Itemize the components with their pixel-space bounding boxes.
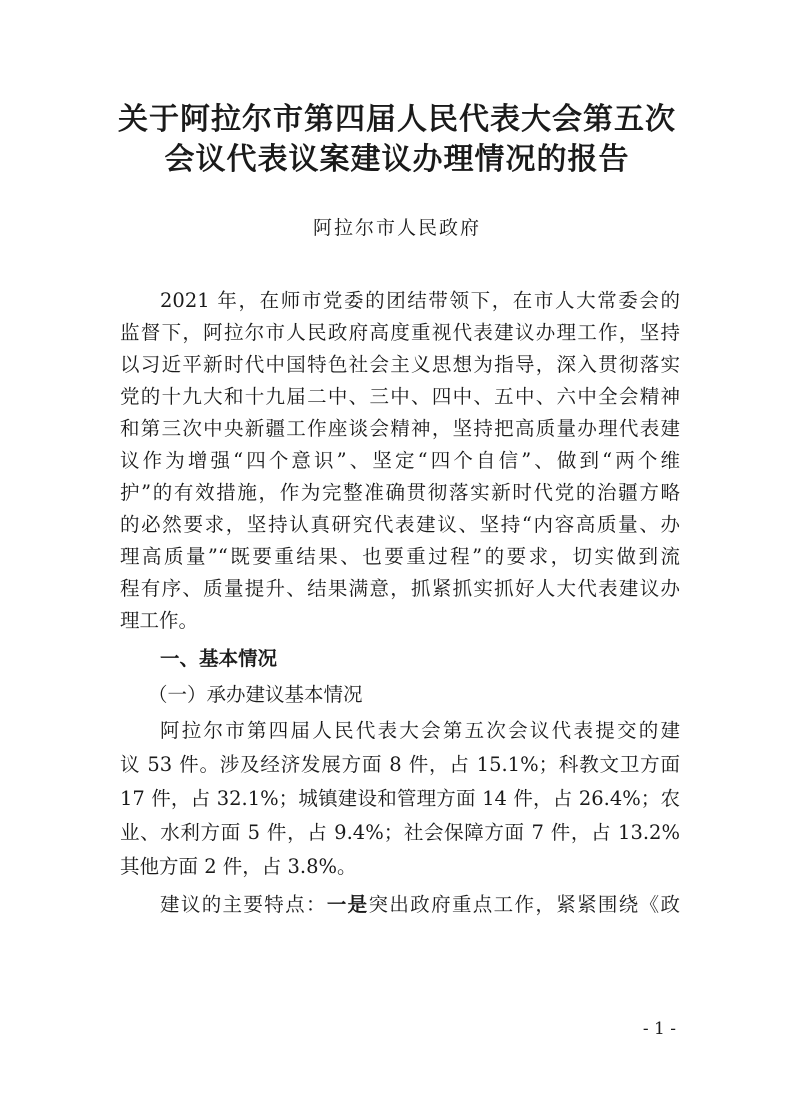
- paragraph-line: 程有序、质量提升、结果满意，抓紧抓实抓好人大代表建议办: [120, 577, 680, 600]
- page-number: - 1 -: [642, 1019, 676, 1039]
- paragraph-line: 监督下，阿拉尔市人民政府高度重视代表建议办理工作，坚持: [120, 321, 680, 344]
- section-heading: 一、基本情况: [160, 647, 278, 670]
- paragraph-line: 以习近平新时代中国特色社会主义思想为指导，深入贯彻落实: [120, 353, 680, 376]
- paragraph-line: 党的十九大和十九届二中、三中、四中、五中、六中全会精神: [120, 385, 680, 408]
- features-prefix: 建议的主要特点：: [160, 893, 327, 916]
- document-title-line-2: 会议代表议案建议办理情况的报告: [164, 142, 630, 177]
- paragraph-line: 理工作。: [120, 609, 199, 632]
- features-rest: 突出政府重点工作，紧紧围绕《政: [368, 893, 680, 916]
- paragraph-line: 理高质量”“既要重结果、也要重过程”的要求，切实做到流: [120, 545, 680, 568]
- paragraph-line: 和第三次中央新疆工作座谈会精神，坚持把高质量办理代表建: [120, 417, 680, 440]
- paragraph-line: 其他方面 2 件，占 3.8%。: [120, 855, 357, 878]
- paragraph-line: 的必然要求，坚持认真研究代表建议、坚持“内容高质量、办: [120, 513, 680, 536]
- features-bold-marker: 一是: [326, 893, 369, 916]
- paragraph-line: 业、水利方面 5 件，占 9.4%；社会保障方面 7 件，占 13.2%: [120, 821, 680, 844]
- paragraph-line: 阿拉尔市第四届人民代表大会第五次会议代表提交的建: [160, 719, 680, 742]
- paragraph-line: 护”的有效措施，作为完整准确贯彻落实新时代党的治疆方略: [120, 481, 680, 504]
- paragraph-line: 2021 年，在师市党委的团结带领下，在市人大常委会的: [160, 289, 680, 312]
- paragraph-line: 议 53 件。涉及经济发展方面 8 件，占 15.1%；科教文卫方面: [120, 753, 680, 776]
- document-title-line-1: 关于阿拉尔市第四届人民代表大会第五次: [118, 102, 676, 137]
- paragraph-line: 议作为增强“四个意识”、坚定“四个自信”、做到“两个维: [120, 449, 680, 472]
- subsection-heading: （一）承办建议基本情况: [148, 683, 363, 706]
- paragraph-line: 17 件，占 32.1%；城镇建设和管理方面 14 件，占 26.4%；农: [120, 787, 680, 810]
- paragraph-line-features: [160, 892, 680, 918]
- issuing-authority: 阿拉尔市人民政府: [312, 217, 481, 239]
